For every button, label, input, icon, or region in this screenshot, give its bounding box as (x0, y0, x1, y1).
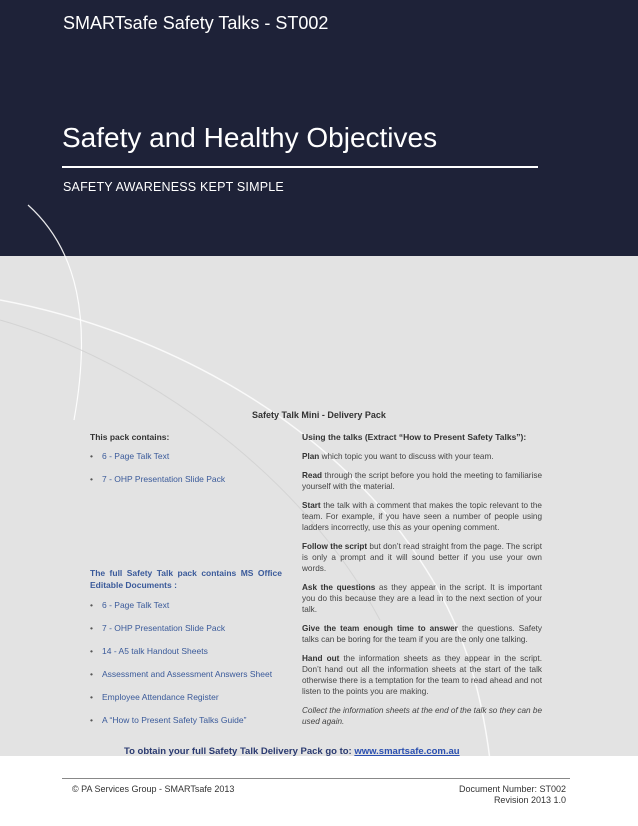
list-item: • Assessment and Assessment Answers Sheet (90, 669, 282, 679)
full-pack-label: The full Safety Talk pack contains MS Office Editable Documents : (90, 568, 282, 590)
contains-list (90, 451, 282, 484)
usage-guide-column (302, 432, 542, 735)
list-item: • A “How to Present Safety Talks Guide” (90, 715, 282, 725)
guide-paragraph: Follow the script but don’t read straight from the page. The script is only a prompt and it will sound better if you use your own words. (302, 542, 542, 573)
page-subtitle: SAFETY AWARENESS KEPT SIMPLE (63, 180, 284, 194)
page-title: Safety and Healthy Objectives (62, 122, 438, 153)
guide-paragraph: Ask the questions as they appear in the script. It is important you do this because they are a lead in to the next section of your talk. (302, 583, 542, 614)
contains-label: This pack contains: (90, 432, 170, 442)
guide-heading: Using the talks (Extract “How to Present Safety Talks”): (302, 432, 527, 442)
copyright-text: © PA Services Group - SMARTsafe 2013 (72, 784, 235, 794)
guide-paragraph: Hand out the information sheets as they appear in the script. Don’t hand out all the information sheets at the start of the talk otherwise there is a temptation for the team to read ahead and not listen to the points you are making. (302, 654, 542, 696)
list-item: • 7 - OHP Presentation Slide Pack (90, 623, 282, 633)
pack-contents-column (90, 432, 282, 738)
pack-title: Safety Talk Mini - Delivery Pack (252, 410, 386, 420)
list-item: • Employee Attendance Register (90, 692, 282, 702)
cta-text: To obtain your full Safety Talk Delivery Pack go to: (124, 746, 352, 757)
list-item: • 7 - OHP Presentation Slide Pack (90, 474, 282, 484)
footer-divider (62, 778, 570, 779)
list-item: • 6 - Page Talk Text (90, 600, 282, 610)
guide-paragraph: Read through the script before you hold the meeting to familiarise yourself with the material. (302, 471, 542, 491)
guide-paragraph: Start the talk with a comment that makes the topic relevant to the team. For example, if you have seen a number of people using ladders incorrectly, use this as your opening comment. (302, 501, 542, 532)
guide-paragraph: Give the team enough time to answer the questions. Safety talks can be boring for the team if you are the only one talking. (302, 624, 542, 644)
full-pack-list (90, 600, 282, 725)
revision-number: Revision 2013 1.0 (493, 795, 566, 805)
document-series-title: SMARTsafe Safety Talks - ST002 (63, 13, 329, 33)
document-info (459, 784, 566, 806)
list-item: • 14 - A5 talk Handout Sheets (90, 646, 282, 656)
document-number: Document Number: ST002 (458, 784, 566, 794)
website-link[interactable]: www.smartsafe.com.au (354, 746, 460, 757)
guide-paragraph: Plan which topic you want to discuss with your team. (302, 452, 494, 461)
call-to-action (124, 746, 460, 757)
list-item: • 6 - Page Talk Text (90, 451, 282, 461)
guide-closing: Collect the information sheets at the end of the talk so they can be used again. (302, 706, 542, 726)
